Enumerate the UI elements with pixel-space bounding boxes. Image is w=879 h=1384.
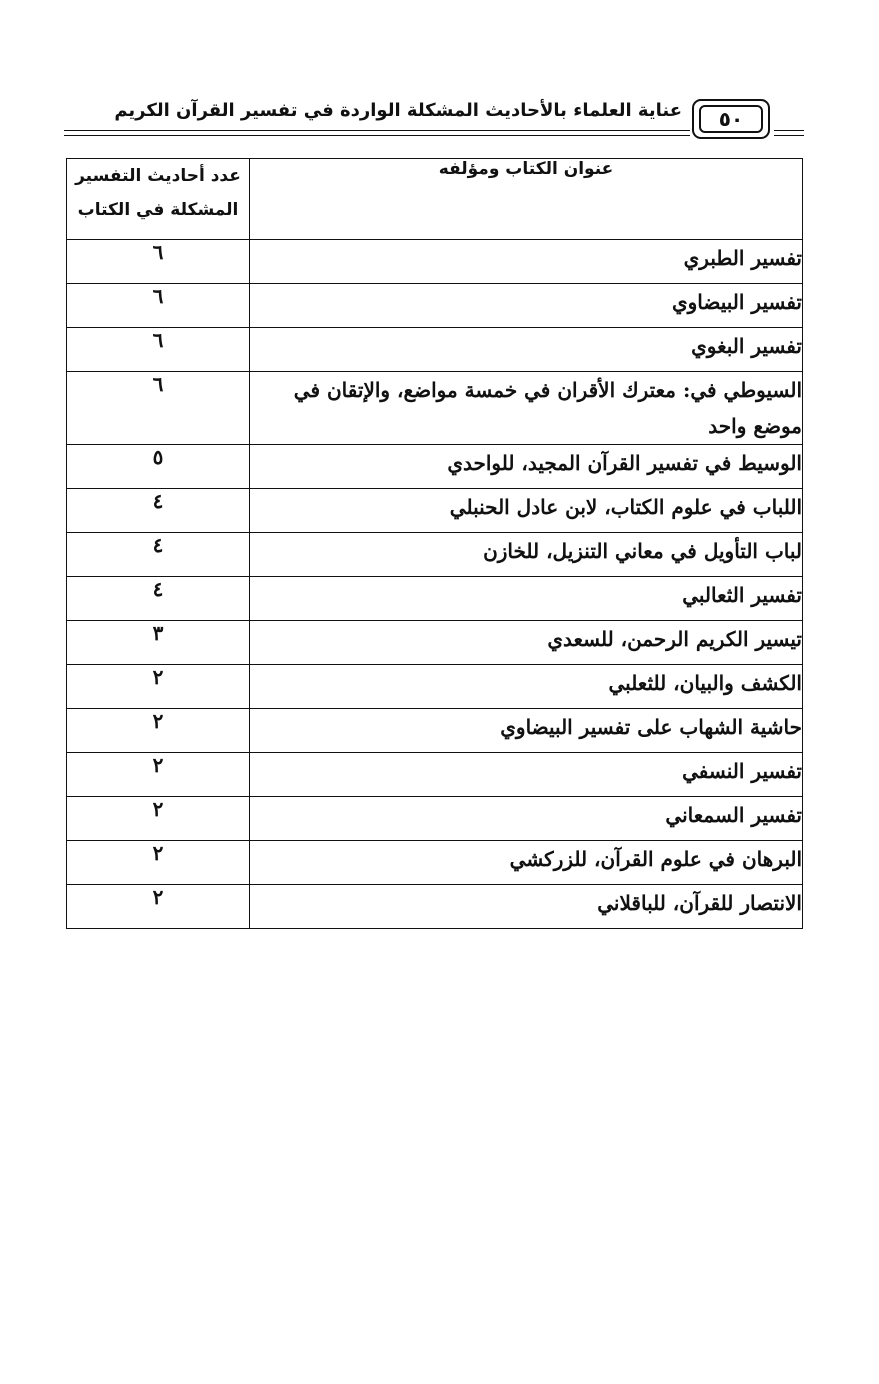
- header-rule: [64, 135, 690, 136]
- page-number: ٥٠: [699, 105, 763, 133]
- table-row: [67, 621, 803, 665]
- hadith-count: ٢: [67, 709, 250, 753]
- hadith-count: ٦: [67, 284, 250, 328]
- table-row: [67, 841, 803, 885]
- table-row: [67, 328, 803, 372]
- book-title: البرهان في علوم القرآن، للزركشي: [250, 841, 803, 885]
- hadith-count: ٦: [67, 240, 250, 284]
- table-row: [67, 489, 803, 533]
- hadith-count: ٢: [67, 665, 250, 709]
- book-title: تيسير الكريم الرحمن، للسعدي: [250, 621, 803, 665]
- book-title: تفسير البغوي: [250, 328, 803, 372]
- column-header-count-line2: المشكلة في الكتاب: [77, 200, 239, 220]
- table-row: [67, 709, 803, 753]
- table-row: [67, 797, 803, 841]
- table-row: [67, 577, 803, 621]
- column-header-count-line1: عدد أحاديث التفسير: [75, 166, 241, 186]
- books-table: [66, 158, 803, 929]
- hadith-count: ٤: [67, 577, 250, 621]
- table-row: [67, 445, 803, 489]
- hadith-count: ٣: [67, 621, 250, 665]
- book-title: حاشية الشهاب على تفسير البيضاوي: [250, 709, 803, 753]
- book-title: تفسير النسفي: [250, 753, 803, 797]
- book-title: الكشف والبيان، للثعلبي: [250, 665, 803, 709]
- table-row: [67, 885, 803, 929]
- book-title: تفسير السمعاني: [250, 797, 803, 841]
- book-title: اللباب في علوم الكتاب، لابن عادل الحنبلي: [250, 489, 803, 533]
- column-header-title: عنوان الكتاب ومؤلفه: [250, 159, 803, 240]
- running-title: عناية العلماء بالأحاديث المشكلة الواردة في تفسير القرآن الكريم: [114, 100, 682, 121]
- book-title: تفسير الثعالبي: [250, 577, 803, 621]
- hadith-count: ٤: [67, 489, 250, 533]
- book-title: تفسير البيضاوي: [250, 284, 803, 328]
- book-title: السيوطي في: معترك الأقران في خمسة مواضع، والإتقان في موضع واحد: [250, 372, 803, 445]
- hadith-count: ٢: [67, 885, 250, 929]
- hadith-count: ٢: [67, 753, 250, 797]
- book-title: تفسير الطبري: [250, 240, 803, 284]
- table-row: [67, 753, 803, 797]
- table-row: [67, 533, 803, 577]
- column-header-count: [67, 159, 250, 240]
- page-number-frame: [692, 99, 770, 139]
- book-title: لباب التأويل في معاني التنزيل، للخازن: [250, 533, 803, 577]
- hadith-count: ٦: [67, 372, 250, 445]
- hadith-count: ٢: [67, 841, 250, 885]
- table-row: [67, 284, 803, 328]
- table-row: [67, 665, 803, 709]
- header-rule: [64, 130, 690, 131]
- hadith-count: ٢: [67, 797, 250, 841]
- header-rule: [774, 130, 804, 131]
- book-title: الوسيط في تفسير القرآن المجيد، للواحدي: [250, 445, 803, 489]
- book-title: الانتصار للقرآن، للباقلاني: [250, 885, 803, 929]
- table-row: [67, 372, 803, 445]
- hadith-count: ٦: [67, 328, 250, 372]
- hadith-count: ٥: [67, 445, 250, 489]
- running-head: [64, 97, 804, 141]
- hadith-count: ٤: [67, 533, 250, 577]
- table-row: [67, 240, 803, 284]
- table-header-row: [67, 159, 803, 240]
- header-rule: [774, 135, 804, 136]
